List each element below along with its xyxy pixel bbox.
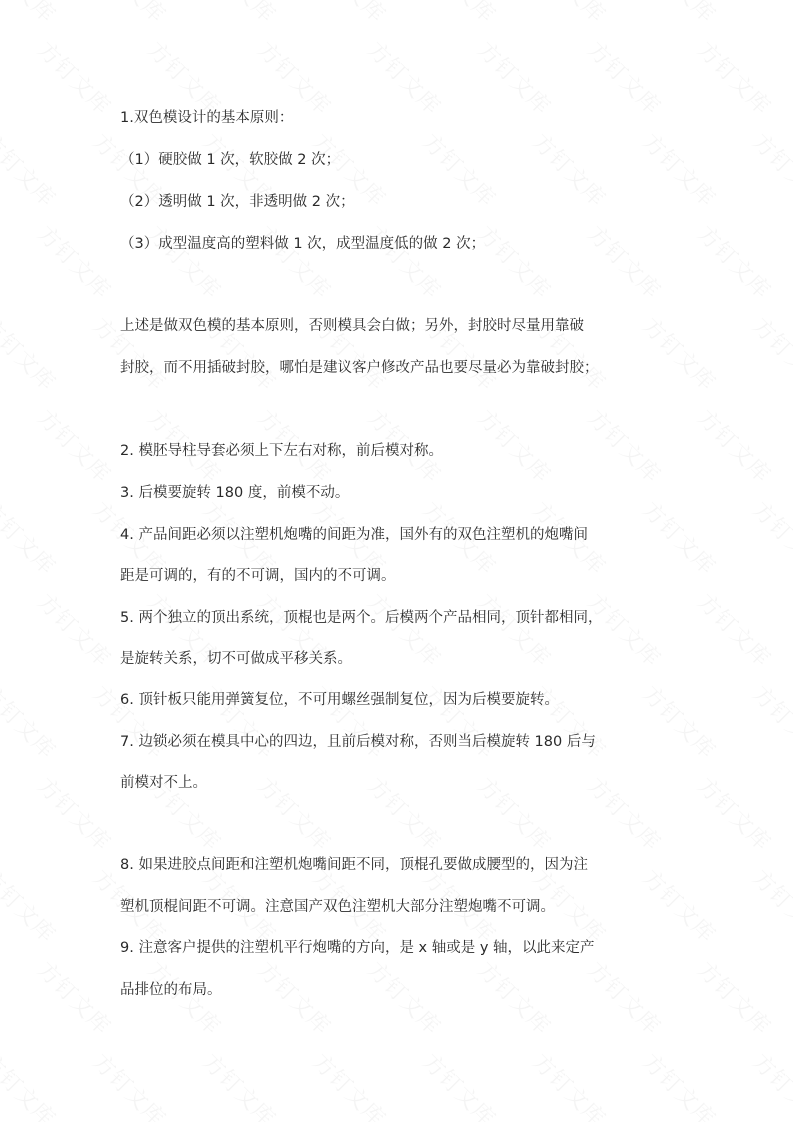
principle-item-1: （1）硬胶做 1 次，软胶做 2 次； — [120, 152, 341, 168]
rule-line-6: 是旋转关系，切不可做成平移关系。 — [120, 651, 352, 667]
principles-heading: 1.双色模设计的基本原则： — [120, 110, 294, 126]
principle-item-2: （2）透明做 1 次，非透明做 2 次； — [120, 194, 355, 210]
rule-line-3: 4. 产品间距必须以注塑机炮嘴的间距为准，国外有的双色注塑机的炮嘴间 — [120, 527, 588, 543]
principle-item-3: （3）成型温度高的塑料做 1 次，成型温度低的做 2 次； — [120, 236, 486, 252]
rule-line-2: 3. 后模要旋转 180 度，前模不动。 — [120, 485, 350, 501]
rule-line-4: 距是可调的，有的不可调，国内的不可调。 — [120, 568, 396, 584]
rule-line-5: 5. 两个独立的顶出系统，顶棍也是两个。后模两个产品相同，顶针都相同， — [120, 610, 603, 626]
rule-line-7: 6. 顶针板只能用弹簧复位，不可用螺丝强制复位，因为后模要旋转。 — [120, 692, 559, 708]
note-line-2: 塑机顶棍间距不可调。注意国产双色注塑机大部分注塑炮嘴不可调。 — [120, 899, 555, 915]
note-line-4: 品排位的布局。 — [120, 982, 222, 998]
summary-line-2: 封胶，而不用插破封胶，哪怕是建议客户修改产品也要尽量必为靠破封胶； — [120, 360, 599, 376]
summary-line-1: 上述是做双色模的基本原则，否则模具会白做；另外，封胶时尽量用靠破 — [120, 318, 584, 334]
rule-line-8: 7. 边锁必须在模具中心的四边，且前后模对称，否则当后模旋转 180 后与 — [120, 734, 596, 750]
note-line-1: 8. 如果进胶点间距和注塑机炮嘴间距不同，顶棍孔要做成腰型的，因为注 — [120, 857, 588, 873]
rule-line-1: 2. 模胚导柱导套必须上下左右对称，前后模对称。 — [120, 443, 443, 459]
rule-line-9: 前模对不上。 — [120, 775, 207, 791]
note-line-3: 9. 注意客户提供的注塑机平行炮嘴的方向，是 x 轴或是 y 轴，以此来定产 — [120, 940, 595, 956]
